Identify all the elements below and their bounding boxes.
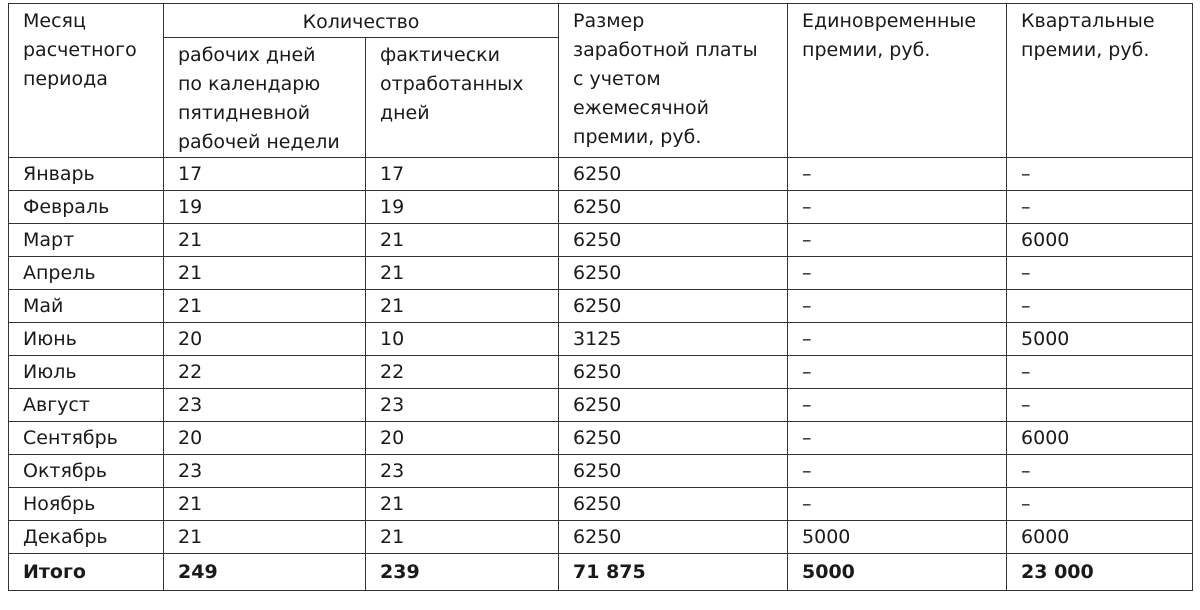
cell-one-time-bonus: – [788, 455, 1007, 488]
table-row [9, 488, 1193, 521]
header-month [9, 4, 164, 158]
cell-month: Август [9, 389, 164, 422]
header-one-time-bonus-line: премии, руб. [802, 39, 931, 61]
cell-month: Март [9, 224, 164, 257]
cell-work-days: 21 [164, 290, 366, 323]
cell-one-time-bonus: – [788, 389, 1007, 422]
cell-one-time-bonus: – [788, 257, 1007, 290]
cell-actual-days: 17 [366, 158, 559, 191]
total-salary: 71 875 [559, 554, 788, 591]
header-salary-line: с учетом [573, 68, 661, 90]
cell-salary: 6250 [559, 290, 788, 323]
cell-work-days: 20 [164, 422, 366, 455]
header-work-days-line: рабочей недели [178, 131, 340, 153]
cell-month: Октябрь [9, 455, 164, 488]
header-salary-line: ежемесячной [573, 97, 710, 119]
cell-work-days: 19 [164, 191, 366, 224]
cell-month: Июль [9, 356, 164, 389]
cell-salary: 3125 [559, 323, 788, 356]
cell-month: Июнь [9, 323, 164, 356]
cell-salary: 6250 [559, 356, 788, 389]
table-row [9, 323, 1193, 356]
cell-work-days: 21 [164, 521, 366, 554]
cell-actual-days: 19 [366, 191, 559, 224]
cell-one-time-bonus: – [788, 224, 1007, 257]
cell-one-time-bonus: – [788, 356, 1007, 389]
cell-quarterly-bonus: 5000 [1007, 323, 1193, 356]
cell-one-time-bonus: – [788, 323, 1007, 356]
cell-actual-days: 20 [366, 422, 559, 455]
salary-table [8, 3, 1193, 591]
cell-actual-days: 21 [366, 488, 559, 521]
cell-month: Январь [9, 158, 164, 191]
header-quarterly-bonus [1007, 4, 1193, 158]
cell-salary: 6250 [559, 257, 788, 290]
cell-month: Май [9, 290, 164, 323]
cell-work-days: 17 [164, 158, 366, 191]
cell-work-days: 21 [164, 488, 366, 521]
table-row [9, 455, 1193, 488]
cell-quarterly-bonus: – [1007, 356, 1193, 389]
header-work-days [164, 38, 366, 158]
cell-work-days: 20 [164, 323, 366, 356]
cell-month: Февраль [9, 191, 164, 224]
cell-salary: 6250 [559, 521, 788, 554]
table-row [9, 191, 1193, 224]
header-month-line: Месяц [23, 10, 86, 32]
header-quarterly-bonus-line: Квартальные [1021, 10, 1155, 32]
cell-quarterly-bonus: – [1007, 290, 1193, 323]
header-work-days-line: рабочих дней [178, 44, 316, 66]
header-month-line: периода [23, 68, 108, 90]
header-quarterly-bonus-line: премии, руб. [1021, 39, 1150, 61]
total-one-time-bonus: 5000 [788, 554, 1007, 591]
header-actual-days-line: отработанных [380, 73, 524, 95]
cell-actual-days: 21 [366, 224, 559, 257]
cell-actual-days: 22 [366, 356, 559, 389]
cell-month: Декабрь [9, 521, 164, 554]
table-row [9, 389, 1193, 422]
header-one-time-bonus-line: Единовременные [802, 10, 977, 32]
cell-one-time-bonus: – [788, 158, 1007, 191]
cell-quarterly-bonus: – [1007, 257, 1193, 290]
cell-one-time-bonus: – [788, 290, 1007, 323]
header-salary [559, 4, 788, 158]
header-actual-days [366, 38, 559, 158]
cell-salary: 6250 [559, 191, 788, 224]
total-label: Итого [9, 554, 164, 591]
total-quarterly-bonus: 23 000 [1007, 554, 1193, 591]
cell-quarterly-bonus: – [1007, 455, 1193, 488]
cell-actual-days: 21 [366, 521, 559, 554]
cell-quarterly-bonus: – [1007, 389, 1193, 422]
cell-one-time-bonus: 5000 [788, 521, 1007, 554]
table-row [9, 224, 1193, 257]
cell-work-days: 22 [164, 356, 366, 389]
cell-work-days: 21 [164, 224, 366, 257]
cell-actual-days: 21 [366, 290, 559, 323]
header-work-days-line: по календарю [178, 73, 321, 95]
cell-salary: 6250 [559, 224, 788, 257]
cell-salary: 6250 [559, 455, 788, 488]
header-salary-line: премии, руб. [573, 126, 702, 148]
cell-one-time-bonus: – [788, 488, 1007, 521]
cell-month: Апрель [9, 257, 164, 290]
cell-quarterly-bonus: 6000 [1007, 521, 1193, 554]
cell-work-days: 23 [164, 389, 366, 422]
header-actual-days-line: фактически [380, 44, 500, 66]
cell-work-days: 21 [164, 257, 366, 290]
cell-month: Ноябрь [9, 488, 164, 521]
header-actual-days-line: дней [380, 102, 430, 124]
cell-quarterly-bonus: 6000 [1007, 422, 1193, 455]
cell-quarterly-bonus: 6000 [1007, 224, 1193, 257]
cell-salary: 6250 [559, 158, 788, 191]
table-row [9, 290, 1193, 323]
table-footer [9, 554, 1193, 591]
table-row [9, 158, 1193, 191]
cell-quarterly-bonus: – [1007, 488, 1193, 521]
cell-salary: 6250 [559, 422, 788, 455]
cell-salary: 6250 [559, 488, 788, 521]
cell-one-time-bonus: – [788, 191, 1007, 224]
cell-quarterly-bonus: – [1007, 158, 1193, 191]
header-quantity-group: Количество [164, 4, 559, 38]
table-row [9, 257, 1193, 290]
total-row [9, 554, 1193, 591]
header-salary-line: заработной платы [573, 39, 758, 61]
header-month-line: расчетного [23, 39, 137, 61]
cell-actual-days: 23 [366, 389, 559, 422]
cell-one-time-bonus: – [788, 422, 1007, 455]
header-work-days-line: пятидневной [178, 102, 311, 124]
table-header [9, 4, 1193, 158]
cell-salary: 6250 [559, 389, 788, 422]
table-row [9, 422, 1193, 455]
total-actual-days: 239 [366, 554, 559, 591]
table-row [9, 356, 1193, 389]
cell-month: Сентябрь [9, 422, 164, 455]
total-work-days: 249 [164, 554, 366, 591]
table-row [9, 521, 1193, 554]
cell-actual-days: 23 [366, 455, 559, 488]
cell-quarterly-bonus: – [1007, 191, 1193, 224]
cell-actual-days: 21 [366, 257, 559, 290]
cell-actual-days: 10 [366, 323, 559, 356]
table-body [9, 158, 1193, 554]
header-one-time-bonus [788, 4, 1007, 158]
header-salary-line: Размер [573, 10, 645, 32]
cell-work-days: 23 [164, 455, 366, 488]
